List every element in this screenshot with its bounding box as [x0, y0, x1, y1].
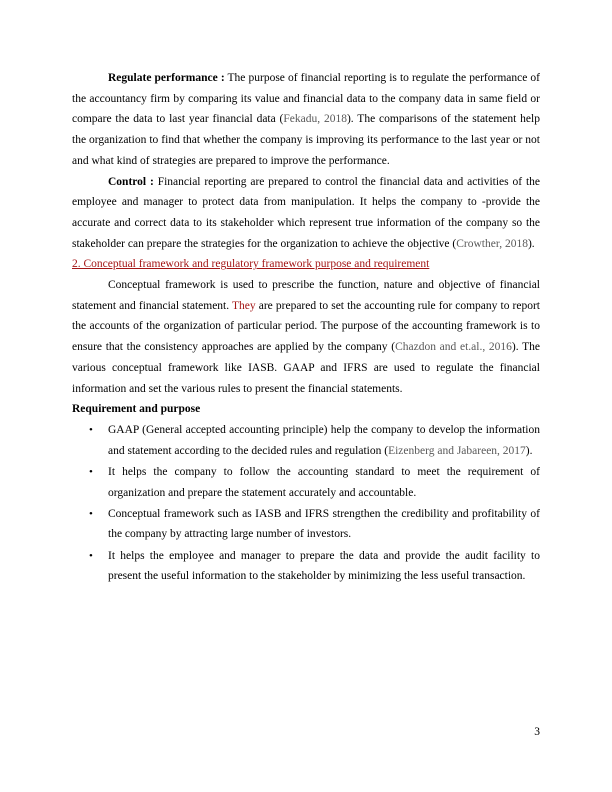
- conceptual-highlight: They: [232, 299, 256, 312]
- bullet-text: It helps the company to follow the accounting standard to meet the requirement of organization and prepare the statement accurately and accountable.: [108, 465, 540, 499]
- paragraph-conceptual-framework: [72, 275, 540, 399]
- section-heading-number[interactable]: [72, 258, 429, 270]
- heading-title-text: Conceptual framework and regulatory framework purpose and requirement: [83, 258, 430, 271]
- control-text-1: Financial reporting are prepared to control the financial data and activities of the employee and manager to protect data from manipulation. It helps the company to -provide the accurate and correct data to its stakeholder which represent true information of the company so the stakeholder can prepare the strategies for the organization to achieve the objective (: [72, 175, 541, 250]
- list-item: [72, 462, 540, 503]
- bullet-text: GAAP (General accepted accounting principle) help the company to develop the information and statement according to the decided rules and regulation (: [108, 423, 540, 457]
- heading-number-text: 2.: [72, 258, 84, 271]
- bullet-list: [72, 420, 540, 587]
- bullet-after: ).: [525, 444, 533, 457]
- bullet-text: Conceptual framework such as IASB and IFRS strengthen the credibility and profitability of the company by attracting large number of investors.: [108, 507, 540, 541]
- citation-fekadu: Fekadu, 2018: [283, 113, 347, 126]
- list-item: [72, 420, 540, 461]
- bullet-text: It helps the employee and manager to prepare the data and provide the audit facility to present the useful information to the stakeholder by minimizing the less useful transaction.: [108, 549, 540, 583]
- page-number: 3: [534, 726, 540, 738]
- control-text-2: ).: [527, 237, 535, 250]
- list-item: [72, 504, 540, 545]
- subheading-requirement-purpose: Requirement and purpose: [72, 403, 201, 416]
- list-item: [72, 546, 540, 587]
- citation-chazdon: Chazdon and et.al., 2016: [395, 341, 512, 354]
- bullet-icon: •: [89, 549, 93, 562]
- conceptual-text-2: are prepared to set the accounting rule for company to report the accounts of the organization of particular period. The purpose of the accounting framework is to ensure that the consistency approaches are applied by the company (: [72, 299, 541, 354]
- citation-eizenberg: Eizenberg and Jabareen, 2017: [388, 444, 526, 457]
- bullet-icon: •: [89, 423, 93, 436]
- document-page: [72, 68, 540, 588]
- regulate-text-2: ). The comparisons of the statement help the organization to find that whether the company is improving its performance to the last year or not and what kind of strategies are prepared to improve the performance.: [72, 113, 540, 167]
- citation-crowther: Crowther, 2018: [456, 237, 528, 250]
- bullet-icon: •: [89, 507, 93, 520]
- conceptual-text-3: ). The various conceptual framework like IASB. GAAP and IFRS are used to regulate the financial information and set the various rules to present the financial statements.: [72, 341, 540, 395]
- section-heading-2[interactable]: [72, 254, 540, 275]
- regulate-performance-lead: Regulate performance :: [108, 72, 225, 84]
- conceptual-text-1: Conceptual framework is used to prescribe the function, nature and objective of financial statement and financial statement.: [72, 279, 540, 312]
- paragraph-control: [72, 172, 540, 255]
- bullet-icon: •: [89, 465, 93, 478]
- control-lead: Control :: [108, 175, 154, 188]
- regulate-text-1: The purpose of financial reporting is to regulate the performance of the accountancy firm by comparing its value and financial data to the company data in same field or compare the data to last year financial data (: [72, 72, 540, 126]
- paragraph-regulate-performance: [72, 68, 540, 172]
